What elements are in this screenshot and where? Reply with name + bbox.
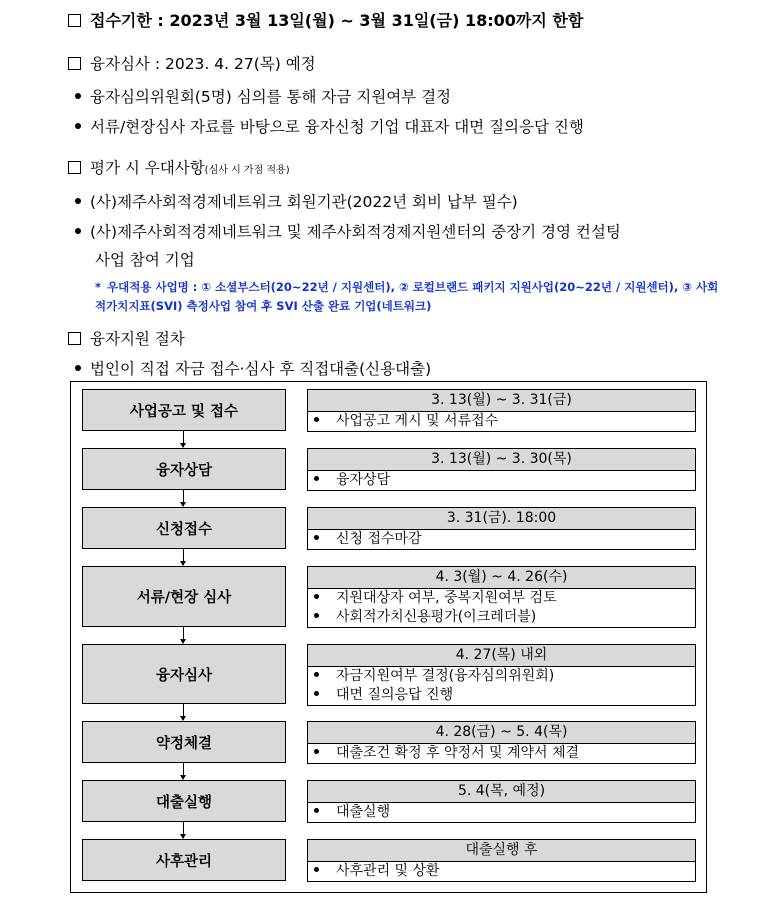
note-text: 우대적용 사업명 : ① 소셜부스터(20~22년 / 지원센터), ② 로컬브랜드 패키지 지원사업(20~22년 / 지원센터), ③ 사회적가치지표(SVI) 측정사업 참여 후 SVI 산출 완료 기업(네트워크)	[95, 280, 719, 313]
preference-heading	[68, 156, 290, 178]
flow-detail	[307, 721, 696, 764]
bullet-icon	[314, 672, 319, 677]
review-heading	[68, 52, 316, 74]
preference-note	[95, 278, 720, 316]
deadline-line	[68, 8, 583, 31]
flow-step: 약정체결	[82, 721, 286, 763]
flow-item	[308, 412, 695, 431]
flow-item-text: 자금지원여부 결정(융자심의위원회)	[336, 668, 555, 684]
bullet-icon	[75, 93, 81, 99]
flow-item	[308, 471, 695, 490]
review-bullet-2: 서류/현장심사 자료를 바탕으로 융자신청 기업 대표자 대면 질의응답 진행	[90, 118, 584, 136]
flow-period: 대출실행 후	[308, 840, 695, 862]
flow-period: 5. 4(목, 예정)	[308, 781, 695, 803]
flow-step: 신청접수	[82, 507, 286, 549]
flow-item	[308, 744, 695, 763]
bullet-icon	[75, 123, 81, 129]
preference-bullet-2-cont: 사업 참여 기업	[95, 251, 195, 269]
flow-detail	[307, 507, 696, 550]
list-item	[75, 220, 621, 242]
bullet-icon	[314, 691, 319, 696]
flow-period: 4. 28(금) ~ 5. 4(목)	[308, 722, 695, 744]
list-item	[75, 115, 584, 137]
checkbox-square-icon	[68, 14, 81, 27]
note-star: *	[95, 280, 102, 294]
list-item	[75, 85, 451, 107]
flow-item-text: 대출실행	[336, 804, 391, 820]
flow-period: 3. 13(월) ~ 3. 30(목)	[308, 449, 695, 471]
flow-detail	[307, 780, 696, 823]
flow-item-text: 대출조건 확정 후 약정서 및 계약서 체결	[336, 745, 580, 761]
bullet-icon	[314, 808, 319, 813]
preference-title: 평가 시 우대사항	[90, 159, 205, 177]
flow-period: 4. 27(목) 내외	[308, 645, 695, 667]
flow-item-text: 사업공고 게시 및 서류접수	[336, 413, 499, 429]
deadline-text: 접수기한 : 2023년 3월 13일(월) ~ 3월 31일(금) 18:00까지 한함	[90, 11, 584, 30]
flow-item-text: 지원대상자 여부, 중복지원여부 검토	[336, 590, 557, 606]
flow-detail	[307, 644, 696, 706]
down-arrow-icon	[183, 431, 184, 447]
checkbox-square-icon	[68, 332, 81, 345]
bullet-icon	[314, 867, 319, 872]
flow-item	[308, 862, 695, 881]
checkbox-square-icon	[68, 161, 81, 174]
procedure-heading	[68, 327, 185, 349]
down-arrow-icon	[183, 704, 184, 720]
flow-period: 4. 3(월) ~ 4. 26(수)	[308, 567, 695, 589]
bullet-icon	[314, 417, 319, 422]
flow-step: 융자상담	[82, 448, 286, 490]
flow-item-text: 대면 질의응답 진행	[336, 687, 454, 703]
review-bullet-1: 융자심의위원회(5명) 심의를 통해 자금 지원여부 결정	[90, 88, 452, 106]
flow-period: 3. 13(월) ~ 3. 31(금)	[308, 390, 695, 412]
bullet-icon	[75, 365, 81, 371]
procedure-title: 융자지원 절차	[90, 330, 185, 348]
flow-detail	[307, 839, 696, 882]
bullet-icon	[75, 198, 81, 204]
list-item	[75, 357, 431, 379]
flow-step: 서류/현장 심사	[82, 566, 286, 627]
down-arrow-icon	[183, 822, 184, 838]
bullet-icon	[314, 749, 319, 754]
checkbox-square-icon	[68, 57, 81, 70]
down-arrow-icon	[183, 627, 184, 643]
down-arrow-icon	[183, 763, 184, 779]
bullet-icon	[314, 535, 319, 540]
preference-bullet-2: (사)제주사회적경제네트워크 및 제주사회적경제지원센터의 중장기 경영 컨설팅	[90, 223, 621, 241]
list-item	[75, 190, 518, 212]
down-arrow-icon	[183, 490, 184, 506]
preference-bullet-1: (사)제주사회적경제네트워크 회원기관(2022년 회비 납부 필수)	[90, 193, 518, 211]
flow-item	[308, 686, 695, 705]
bullet-icon	[314, 594, 319, 599]
flow-step: 사후관리	[82, 839, 286, 881]
flow-detail	[307, 448, 696, 491]
flow-item-text: 사회적가치신용평가(이크레더블)	[336, 609, 537, 625]
review-title: 융자심사 : 2023. 4. 27(목) 예정	[90, 55, 316, 73]
flow-item	[308, 667, 695, 686]
flow-item	[308, 589, 695, 608]
flow-period: 3. 31(금). 18:00	[308, 508, 695, 530]
flow-item-text: 사후관리 및 상환	[336, 863, 440, 879]
preference-title-note: (심사 시 가점 적용)	[204, 165, 290, 176]
flow-item-text: 융자상담	[336, 472, 391, 488]
flow-item	[308, 530, 695, 549]
flow-step: 융자심사	[82, 644, 286, 704]
procedure-bullet: 법인이 직접 자금 접수·심사 후 직접대출(신용대출)	[90, 360, 432, 378]
flow-item-text: 신청 접수마감	[336, 531, 422, 547]
down-arrow-icon	[183, 549, 184, 565]
flow-detail	[307, 389, 696, 432]
bullet-icon	[314, 613, 319, 618]
flow-item	[308, 803, 695, 822]
bullet-icon	[314, 476, 319, 481]
flow-detail	[307, 566, 696, 628]
flow-item	[308, 608, 695, 627]
bullet-icon	[75, 228, 81, 234]
flow-step: 대출실행	[82, 780, 286, 822]
flow-step: 사업공고 및 접수	[82, 389, 286, 431]
